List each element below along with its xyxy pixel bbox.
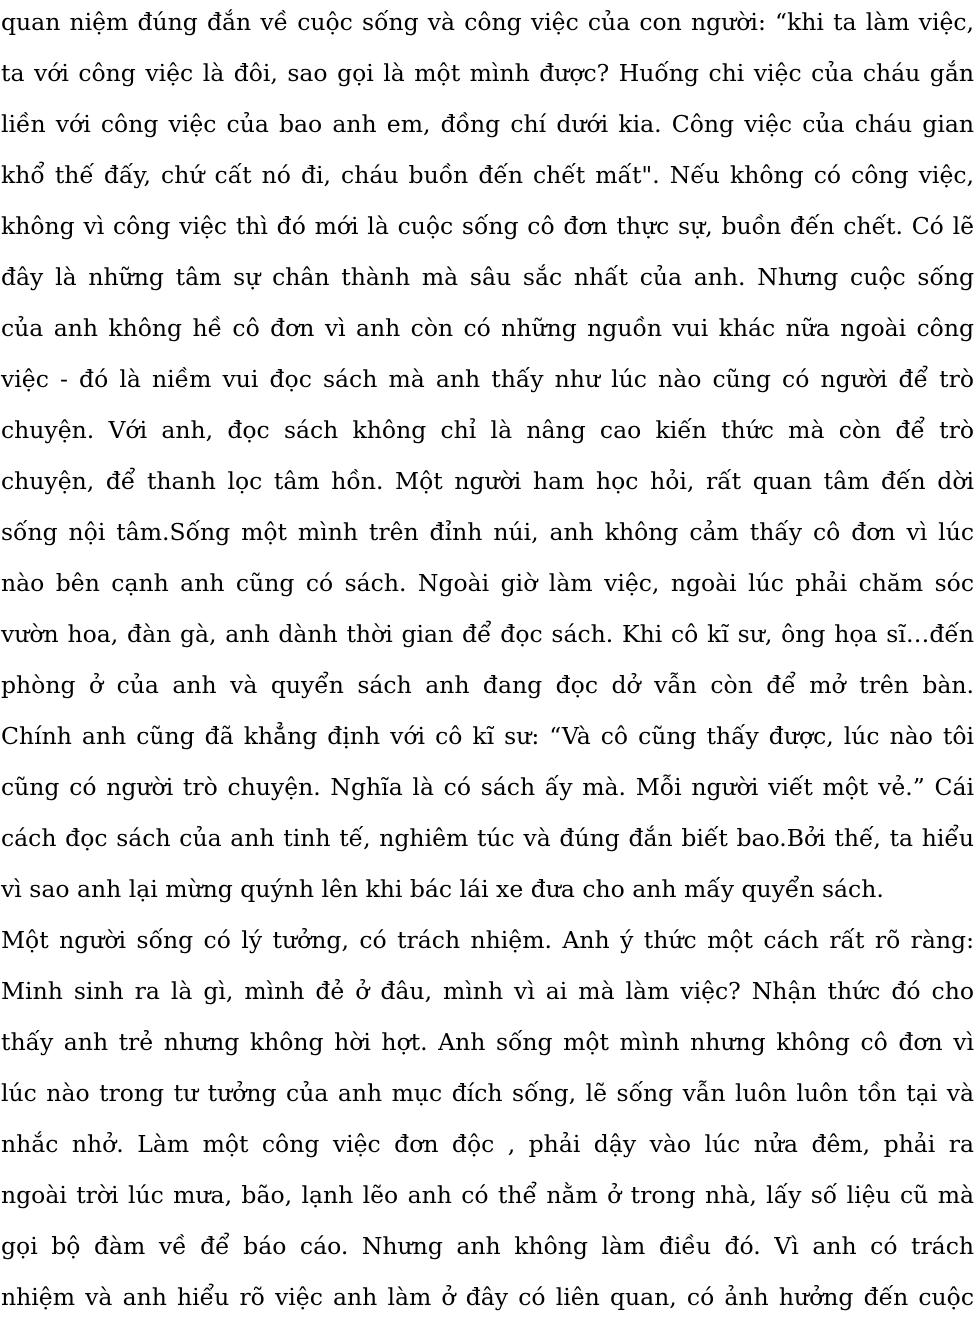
- text-line: Chính anh cũng đã khẳng định với cô kĩ sư: “Và cô cũng thấy được, lúc nào tôi: [1, 722, 974, 750]
- text-line: Minh sinh ra là gì, mình đẻ ở đâu, mình vì ai mà làm việc? Nhận thức đó cho: [1, 977, 974, 1005]
- text-line: liền với công việc của bao anh em, đồng chí dưới kia. Công việc của cháu gian: [1, 110, 974, 138]
- text-line: không vì công việc thì đó mới là cuộc sống cô đơn thực sự, buồn đến chết. Có lẽ: [1, 212, 974, 240]
- text-line: phòng ở của anh và quyển sách anh đang đọc dở vẫn còn để mở trên bàn.: [1, 671, 974, 699]
- text-line: lúc nào trong tư tưởng của anh mục đích sống, lẽ sống vẫn luôn luôn tồn tại và: [1, 1079, 974, 1107]
- text-line: ta với công việc là đôi, sao gọi là một mình được? Huống chi việc của cháu gắn: [1, 59, 974, 87]
- text-line: cách đọc sách của anh tinh tế, nghiêm túc và đúng đắn biết bao.Bởi thế, ta hiểu: [1, 824, 974, 852]
- text-line: sống nội tâm.Sống một mình trên đỉnh núi, anh không cảm thấy cô đơn vì lúc: [1, 518, 974, 546]
- text-line: quan niệm đúng đắn về cuộc sống và công việc của con người: “khi ta làm việc,: [1, 8, 974, 36]
- text-line: thấy anh trẻ nhưng không hời hợt. Anh sống một mình nhưng không cô đơn vì: [1, 1028, 974, 1056]
- text-line: vườn hoa, đàn gà, anh dành thời gian để đọc sách. Khi cô kĩ sư, ông họa sĩ…đến: [1, 620, 974, 648]
- text-line: chuyện, để thanh lọc tâm hồn. Một người ham học hỏi, rất quan tâm đến dời: [1, 467, 974, 495]
- text-line: nào bên cạnh anh cũng có sách. Ngoài giờ làm việc, ngoài lúc phải chăm sóc: [1, 569, 974, 597]
- text-line: việc - đó là niềm vui đọc sách mà anh thấy như lúc nào cũng có người để trò: [1, 365, 974, 393]
- text-line: khổ thế đấy, chứ cất nó đi, cháu buồn đến chết mất". Nếu không có công việc,: [1, 161, 974, 189]
- text-line: cũng có người trò chuyện. Nghĩa là có sách ấy mà. Mỗi người viết một vẻ.” Cái: [1, 773, 974, 801]
- text-line: gọi bộ đàm về để báo cáo. Nhưng anh không làm điều đó. Vì anh có trách: [1, 1232, 974, 1260]
- text-line: đây là những tâm sự chân thành mà sâu sắc nhất của anh. Nhưng cuộc sống: [1, 263, 974, 291]
- text-line: của anh không hề cô đơn vì anh còn có những nguồn vui khác nữa ngoài công: [1, 314, 974, 342]
- paragraph-last-line: vì sao anh lại mừng quýnh lên khi bác lái xe đưa cho anh mấy quyển sách.: [1, 875, 884, 903]
- text-line: nhiệm và anh hiểu rõ việc anh làm ở đây có liên quan, có ảnh hưởng đến cuộc: [1, 1283, 974, 1311]
- text-line: ngoài trời lúc mưa, bão, lạnh lẽo anh có thể nằm ở trong nhà, lấy số liệu cũ mà: [1, 1181, 974, 1209]
- text-line: chuyện. Với anh, đọc sách không chỉ là nâng cao kiến thức mà còn để trò: [1, 416, 974, 444]
- text-line: nhắc nhở. Làm một công việc đơn độc , phải dậy vào lúc nửa đêm, phải ra: [1, 1130, 974, 1158]
- text-line: Một người sống có lý tưởng, có trách nhiệm. Anh ý thức một cách rất rõ ràng:: [1, 926, 974, 954]
